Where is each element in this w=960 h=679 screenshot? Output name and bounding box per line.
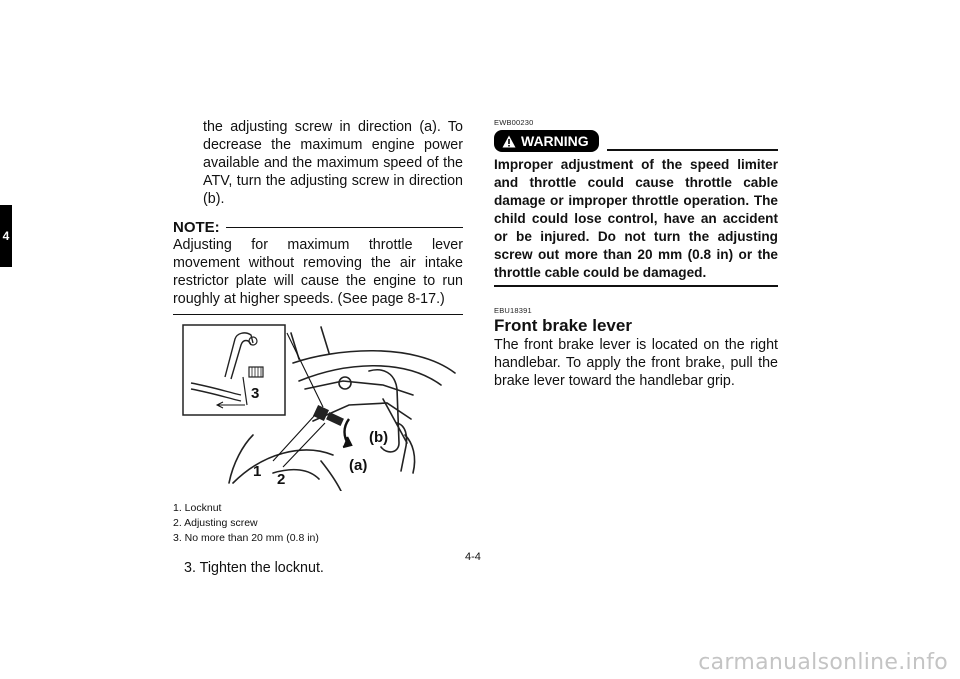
figure-label-1: 1: [253, 463, 262, 480]
legend-item: 2. Adjusting screw: [173, 517, 258, 529]
watermark: carmanualsonline.info: [698, 650, 948, 675]
figure-label-a: (a): [349, 457, 368, 474]
warning-end-rule: [494, 285, 778, 287]
figure-label-b: (b): [369, 429, 389, 446]
figure-legend: [173, 501, 463, 546]
note-end-rule: [173, 314, 463, 315]
throttle-illustration: [173, 323, 463, 491]
warning-header: [494, 130, 778, 152]
warning-code: EWB00230: [494, 118, 534, 127]
note-text: Adjusting for maximum throttle lever movement without removing the air intake restrictor plate will cause the engine to run roughly at higher speeds. (See page 8-17.): [173, 237, 463, 307]
figure-label-3: 3: [251, 385, 260, 402]
section-code: EBU18391: [494, 306, 532, 315]
page-number: 4-4: [465, 551, 481, 563]
note-header: [173, 219, 463, 236]
figure-label-2: 2: [277, 471, 286, 488]
section-title: Front brake lever: [494, 316, 632, 335]
left-column: [173, 118, 463, 576]
legend-item: 1. Locknut: [173, 502, 222, 514]
throttle-screw-figure: [173, 323, 463, 491]
chapter-tab: 4: [0, 205, 12, 267]
intro-paragraph: the adjusting screw in direction (a). To decrease the maximum engine power available and the maximum speed of the ATV, turn the adjusting screw in direction (b).: [203, 119, 463, 207]
warning-label: WARNING: [521, 133, 589, 149]
warning-rule: [607, 149, 778, 151]
note-rule: [226, 227, 463, 228]
step-3: 3. Tighten the locknut.: [184, 560, 324, 576]
right-column: [494, 118, 778, 390]
legend-item: 3. No more than 20 mm (0.8 in): [173, 532, 319, 544]
note-title: NOTE:: [173, 219, 220, 236]
warning-triangle-icon: [502, 135, 516, 148]
warning-badge: [494, 130, 599, 152]
section-text: The front brake lever is located on the right handlebar. To apply the front brake, pull the brake lever toward the handlebar grip.: [494, 337, 778, 389]
warning-text: Improper adjustment of the speed limiter and throttle could cause throttle cable damage or improper throttle operation. The child could lose control, have an accident or be injured. Do not turn the adjusting screw out more than 20 mm (0.8 in) or the throttle cable could be damaged.: [494, 157, 778, 280]
